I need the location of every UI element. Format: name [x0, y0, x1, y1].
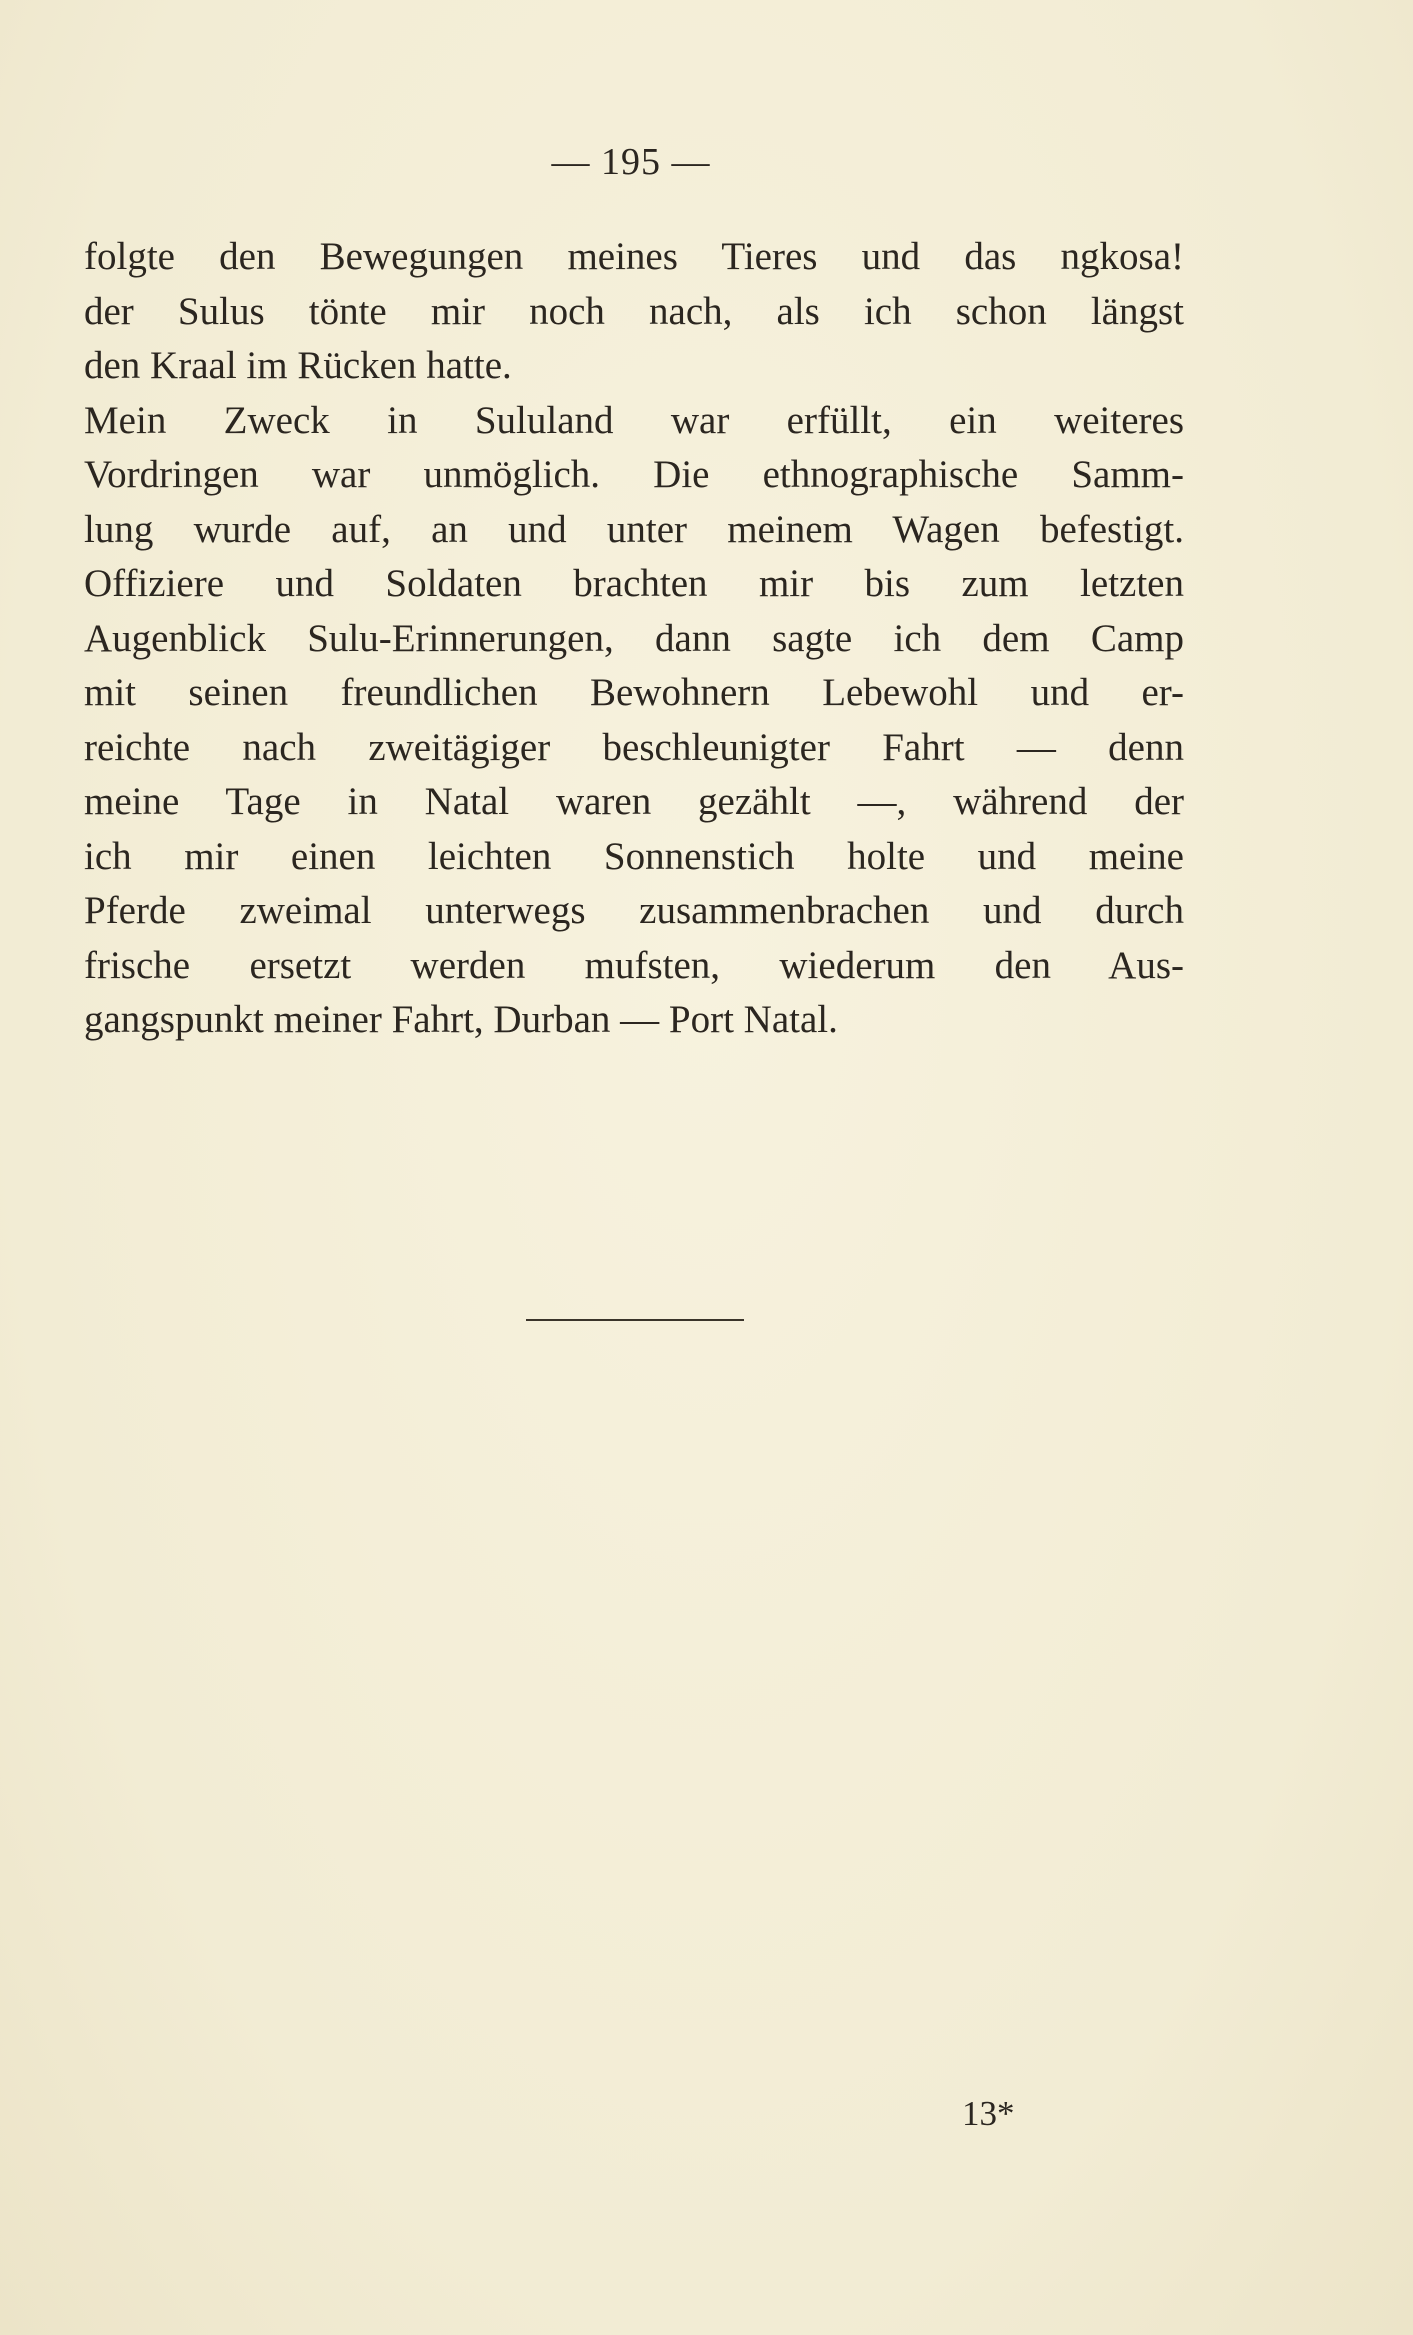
- text-line: frische ersetzt werden mufsten, wiederum den Aus-: [84, 943, 1184, 987]
- text-line: Pferde zweimal unterwegs zusammenbrachen und durch: [84, 889, 1184, 932]
- text-line: Augenblick Sulu-Erinnerungen, dann sagte ich dem Camp: [84, 616, 1184, 660]
- text-line: reichte nach zweitägiger beschleunigter Fahrt — denn: [84, 725, 1184, 769]
- text-line: ich mir einen leichten Sonnenstich holte und meine: [84, 834, 1184, 878]
- end-rule: [526, 1319, 744, 1321]
- text-line: gangspunkt meiner Fahrt, Durban — Port Natal.: [84, 998, 838, 1041]
- text-line: meine Tage in Natal waren gezählt —, während der: [84, 780, 1184, 823]
- text-line: der Sulus tönte mir noch nach, als ich schon längst: [84, 289, 1184, 333]
- signature-mark: 13*: [962, 2094, 1015, 2133]
- text-line: Offiziere und Soldaten brachten mir bis zum letzten: [84, 562, 1184, 605]
- text-line: folgte den Bewegungen meines Tieres und das ngkosa!: [84, 235, 1184, 278]
- text-line: mit seinen freundlichen Bewohnern Lebewohl und er-: [84, 671, 1184, 714]
- text-line: Vordringen war unmöglich. Die ethnographische Samm-: [84, 453, 1184, 496]
- page-number: — 195 —: [551, 141, 711, 183]
- body-text: [84, 230, 1184, 1048]
- text-line: Mein Zweck in Sululand war erfüllt, ein weiteres: [84, 398, 1184, 442]
- text-line: lung wurde auf, an und unter meinem Wagen befestigt.: [84, 507, 1184, 551]
- text-line: den Kraal im Rücken hatte.: [84, 344, 512, 387]
